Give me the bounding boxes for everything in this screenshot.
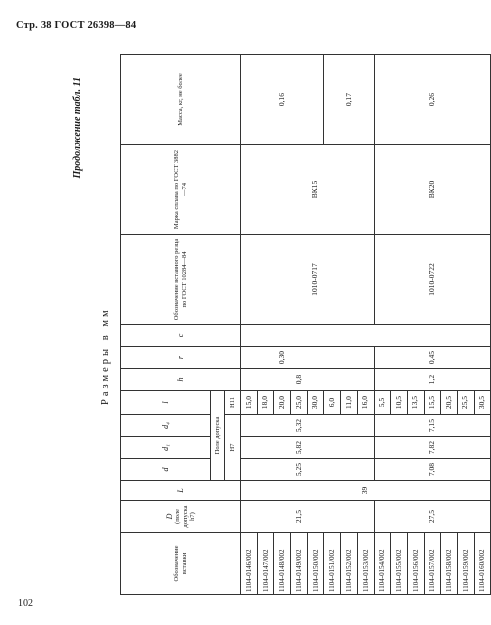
cell-insert	[441, 235, 458, 325]
row-designation: 1104-0147/002	[257, 533, 274, 595]
table-row	[357, 55, 374, 595]
cell-d	[241, 459, 258, 481]
cell-mass	[457, 55, 474, 145]
col-c-symbol: c	[175, 333, 185, 338]
cell-d1	[357, 437, 374, 459]
table-row	[257, 55, 274, 595]
cell-c	[241, 325, 258, 347]
col-D	[121, 501, 241, 533]
cell-d	[474, 459, 491, 481]
cell-L	[424, 481, 441, 501]
cell-c	[424, 325, 441, 347]
cell-alloy	[257, 145, 274, 235]
cell-h	[391, 369, 408, 391]
cell-alloy	[274, 145, 291, 235]
cell-D	[324, 501, 341, 533]
cell-d4	[374, 415, 391, 437]
cell-h	[357, 369, 374, 391]
cell-d4	[441, 415, 458, 437]
cell-alloy	[474, 145, 491, 235]
cell-insert	[407, 235, 424, 325]
cell-insert: 1010-0717	[307, 235, 324, 325]
cell-insert	[474, 235, 491, 325]
cell-L	[274, 481, 291, 501]
table-row	[441, 55, 458, 595]
table-row	[307, 55, 324, 595]
cell-r	[341, 347, 358, 369]
cell-r: 0,45	[424, 347, 441, 369]
cell-mass	[374, 55, 391, 145]
cell-l: 18,0	[257, 391, 274, 415]
cell-d1	[474, 437, 491, 459]
cell-D	[274, 501, 291, 533]
cell-h	[241, 369, 258, 391]
cell-mass	[307, 55, 324, 145]
cell-mass	[291, 55, 308, 145]
cell-l: 30,5	[474, 391, 491, 415]
table-row	[241, 55, 258, 595]
rotated-table-area	[72, 55, 487, 595]
col-mass: Масса, кг, не более	[121, 55, 241, 145]
table-row	[407, 55, 424, 595]
cell-L	[391, 481, 408, 501]
cell-L	[307, 481, 324, 501]
table-row	[374, 55, 391, 595]
cell-d4	[457, 415, 474, 437]
page-header: Стр. 38 ГОСТ 26398—84	[16, 20, 137, 31]
cell-mass: 0,16	[274, 55, 291, 145]
col-d4	[121, 415, 211, 437]
cell-mass	[241, 55, 258, 145]
cell-d	[374, 459, 391, 481]
cell-alloy	[341, 145, 358, 235]
cell-c	[274, 325, 291, 347]
cell-l: 6,0	[324, 391, 341, 415]
cell-D	[474, 501, 491, 533]
cell-r	[391, 347, 408, 369]
tolerance-h7: H7	[225, 415, 241, 481]
cell-h	[407, 369, 424, 391]
cell-r: 0,30	[274, 347, 291, 369]
cell-alloy: ВК20	[424, 145, 441, 235]
cell-l: 13,5	[407, 391, 424, 415]
cell-d4	[341, 415, 358, 437]
cell-L	[441, 481, 458, 501]
cell-h	[474, 369, 491, 391]
cell-d: 5,25	[291, 459, 308, 481]
cell-d1	[274, 437, 291, 459]
cell-D	[341, 501, 358, 533]
cell-d	[257, 459, 274, 481]
col-D-symbol: D	[164, 513, 174, 520]
cell-alloy: ВК15	[307, 145, 324, 235]
col-insert-designation: Обозначение вставного резца по ГОСТ 10284—84	[121, 235, 241, 325]
cell-alloy	[457, 145, 474, 235]
cell-d1	[341, 437, 358, 459]
cell-d1	[391, 437, 408, 459]
cell-d	[357, 459, 374, 481]
spec-table	[120, 54, 491, 595]
col-d	[121, 459, 211, 481]
cell-D	[257, 501, 274, 533]
row-designation: 1104-0159/002	[457, 533, 474, 595]
cell-d4	[241, 415, 258, 437]
row-designation: 1104-0157/002	[424, 533, 441, 595]
row-designation: 1104-0151/002	[324, 533, 341, 595]
cell-d1	[374, 437, 391, 459]
cell-r	[324, 347, 341, 369]
table-row	[457, 55, 474, 595]
row-designation: 1104-0154/002	[374, 533, 391, 595]
col-r-symbol: r	[175, 355, 185, 360]
cell-l: 15,0	[241, 391, 258, 415]
cell-mass	[407, 55, 424, 145]
cell-d	[341, 459, 358, 481]
row-designation: 1104-0160/002	[474, 533, 491, 595]
cell-d4: 7,15	[424, 415, 441, 437]
col-l-symbol: l	[160, 401, 170, 404]
cell-c	[291, 325, 308, 347]
cell-d	[441, 459, 458, 481]
col-d1-symbol: d₁	[160, 444, 170, 451]
table-row	[324, 55, 341, 595]
row-designation: 1104-0156/002	[407, 533, 424, 595]
cell-d4	[307, 415, 324, 437]
cell-c	[441, 325, 458, 347]
row-designation: 1104-0148/002	[274, 533, 291, 595]
cell-L	[474, 481, 491, 501]
cell-D	[241, 501, 258, 533]
col-D-note: (поле допуска h7)	[174, 505, 196, 528]
cell-d	[324, 459, 341, 481]
cell-d4	[257, 415, 274, 437]
cell-r	[257, 347, 274, 369]
cell-mass: 0,17	[341, 55, 358, 145]
cell-l: 15,5	[424, 391, 441, 415]
row-designation: 1104-0158/002	[441, 533, 458, 595]
cell-d1	[407, 437, 424, 459]
col-L-symbol: L	[175, 488, 185, 493]
cell-D	[374, 501, 391, 533]
cell-D	[307, 501, 324, 533]
cell-r	[457, 347, 474, 369]
cell-d	[391, 459, 408, 481]
cell-insert	[291, 235, 308, 325]
cell-mass: 0,26	[424, 55, 441, 145]
cell-l: 25,5	[457, 391, 474, 415]
cell-insert	[274, 235, 291, 325]
cell-L	[291, 481, 308, 501]
cell-L: 39	[357, 481, 374, 501]
table-row	[474, 55, 491, 595]
cell-d1: 7,82	[424, 437, 441, 459]
cell-r	[357, 347, 374, 369]
col-L	[121, 481, 241, 501]
cell-l: 11,0	[341, 391, 358, 415]
cell-alloy	[291, 145, 308, 235]
cell-mass	[391, 55, 408, 145]
cell-h	[457, 369, 474, 391]
row-designation: 1104-0149/002	[291, 533, 308, 595]
cell-c	[374, 325, 391, 347]
cell-h	[441, 369, 458, 391]
cell-c	[407, 325, 424, 347]
cell-c	[324, 325, 341, 347]
cell-d: 7,08	[424, 459, 441, 481]
col-h	[121, 369, 241, 391]
cell-h: 1,2	[424, 369, 441, 391]
cell-insert: 1010-0722	[424, 235, 441, 325]
col-l	[121, 391, 211, 415]
cell-insert	[257, 235, 274, 325]
cell-mass	[257, 55, 274, 145]
cell-l: 20,0	[274, 391, 291, 415]
row-designation: 1104-0155/002	[391, 533, 408, 595]
tolerance-field-header: Поле допуска	[211, 391, 225, 481]
cell-L	[341, 481, 358, 501]
col-d4-symbol: d₄	[160, 422, 170, 429]
cell-mass	[357, 55, 374, 145]
cell-c	[357, 325, 374, 347]
table-row	[424, 55, 441, 595]
cell-d1	[457, 437, 474, 459]
cell-r	[374, 347, 391, 369]
cell-d4	[357, 415, 374, 437]
cell-alloy	[241, 145, 258, 235]
cell-L	[407, 481, 424, 501]
cell-alloy	[391, 145, 408, 235]
cell-L	[374, 481, 391, 501]
cell-D	[391, 501, 408, 533]
tolerance-h11: H11	[225, 391, 241, 415]
cell-d	[407, 459, 424, 481]
cell-d	[307, 459, 324, 481]
cell-insert	[391, 235, 408, 325]
cell-d4	[324, 415, 341, 437]
cell-alloy	[357, 145, 374, 235]
cell-c	[341, 325, 358, 347]
page-number: 102	[18, 598, 33, 609]
cell-d4: 5,32	[291, 415, 308, 437]
row-designation: 1104-0150/002	[307, 533, 324, 595]
cell-L	[241, 481, 258, 501]
cell-r	[407, 347, 424, 369]
col-c	[121, 325, 241, 347]
cell-l: 20,5	[441, 391, 458, 415]
cell-insert	[241, 235, 258, 325]
cell-alloy	[407, 145, 424, 235]
row-designation: 1104-0153/002	[357, 533, 374, 595]
cell-alloy	[324, 145, 341, 235]
row-designation: 1104-0146/002	[241, 533, 258, 595]
cell-h	[307, 369, 324, 391]
cell-mass	[324, 55, 341, 145]
cell-l: 30,0	[307, 391, 324, 415]
cell-d1	[441, 437, 458, 459]
cell-h	[257, 369, 274, 391]
cell-h	[374, 369, 391, 391]
cell-r	[441, 347, 458, 369]
col-h-symbol: h	[175, 377, 185, 382]
cell-d1	[324, 437, 341, 459]
table-row	[291, 55, 308, 595]
cell-insert	[324, 235, 341, 325]
cell-l: 5,5	[374, 391, 391, 415]
cell-D	[441, 501, 458, 533]
cell-d	[457, 459, 474, 481]
cell-mass	[474, 55, 491, 145]
cell-d	[274, 459, 291, 481]
col-alloy-grade: Марка сплава по ГОСТ 3882—74	[121, 145, 241, 235]
cell-r	[474, 347, 491, 369]
cell-D: 21,5	[291, 501, 308, 533]
cell-r	[291, 347, 308, 369]
cell-d4	[407, 415, 424, 437]
cell-insert	[457, 235, 474, 325]
cell-d4	[391, 415, 408, 437]
cell-L	[457, 481, 474, 501]
cell-L	[257, 481, 274, 501]
table-row	[341, 55, 358, 595]
cell-c	[391, 325, 408, 347]
cell-d1	[307, 437, 324, 459]
col-r	[121, 347, 241, 369]
cell-c	[257, 325, 274, 347]
cell-alloy	[441, 145, 458, 235]
row-designation: 1104-0152/002	[341, 533, 358, 595]
cell-D: 27,5	[424, 501, 441, 533]
cell-insert	[374, 235, 391, 325]
cell-h	[274, 369, 291, 391]
cell-d1	[257, 437, 274, 459]
cell-c	[457, 325, 474, 347]
cell-r	[307, 347, 324, 369]
cell-c	[307, 325, 324, 347]
col-d1	[121, 437, 211, 459]
cell-l: 16,0	[357, 391, 374, 415]
cell-D	[357, 501, 374, 533]
col-d-symbol: d	[160, 467, 170, 472]
cell-l: 10,5	[391, 391, 408, 415]
col-designation: Обозначение вставки	[121, 533, 241, 595]
cell-L	[324, 481, 341, 501]
table-continuation-title: Продолжение табл. 11	[72, 77, 83, 179]
cell-D	[407, 501, 424, 533]
cell-alloy	[374, 145, 391, 235]
cell-h: 0,8	[291, 369, 308, 391]
cell-D	[457, 501, 474, 533]
cell-d1	[241, 437, 258, 459]
cell-c	[474, 325, 491, 347]
cell-insert	[341, 235, 358, 325]
cell-d1: 5,82	[291, 437, 308, 459]
cell-h	[341, 369, 358, 391]
table-row	[274, 55, 291, 595]
cell-mass	[441, 55, 458, 145]
cell-l: 25,0	[291, 391, 308, 415]
cell-d4	[274, 415, 291, 437]
cell-insert	[357, 235, 374, 325]
sizes-caption: Размеры в мм	[100, 307, 111, 405]
cell-d4	[474, 415, 491, 437]
table-row	[391, 55, 408, 595]
cell-r	[241, 347, 258, 369]
cell-h	[324, 369, 341, 391]
